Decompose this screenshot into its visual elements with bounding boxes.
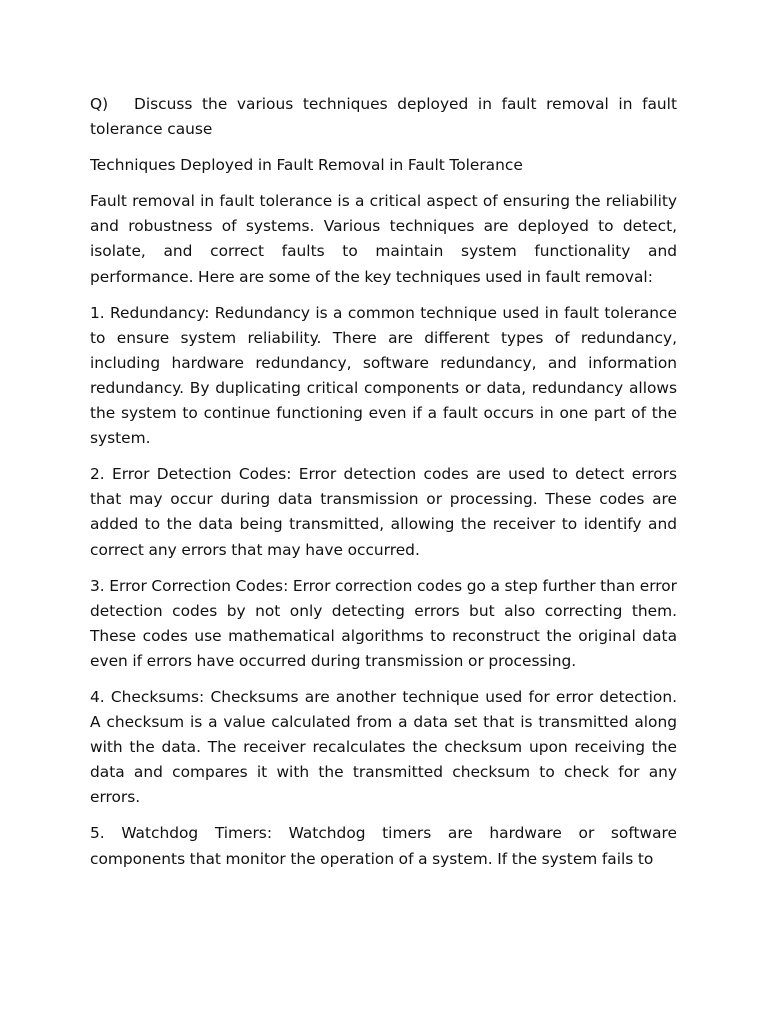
intro-paragraph: Fault removal in fault tolerance is a critical aspect of ensuring the reliability and robustness of systems. Various techniques are deployed to detect, isolate, and correct faults to maintain system functionality and performance. Here are some of the key techniques used in fault removal: (90, 192, 677, 286)
document-page (90, 92, 677, 883)
technique-redundancy: 1. Redundancy: Redundancy is a common technique used in fault tolerance to ensure system reliability. There are different types of redundancy, including hardware redundancy, software redundancy, and information redundancy. By duplicating critical components or data, redundancy allows the system to continue functioning even if a fault occurs in one part of the system. (90, 303, 677, 448)
question-label: Q) (90, 95, 109, 113)
question-text: Discuss the various techniques deployed in fault removal in fault tolerance cause (90, 95, 677, 139)
technique-watchdog-timers: 5. Watchdog Timers: Watchdog timers are hardware or software components that monitor the operation of a system. If the system fails to (90, 824, 677, 868)
technique-checksums: 4. Checksums: Checksums are another technique used for error detection. A checksum is a value calculated from a data set that is transmitted along with the data. The receiver recalculates the checksum upon receiving the data and compares it with the transmitted checksum to check for any errors. (90, 687, 677, 807)
technique-error-detection-codes: 2. Error Detection Codes: Error detection codes are used to detect errors that may occur during data transmission or processing. These codes are added to the data being transmitted, allowing the receiver to identify and correct any errors that may have occurred. (90, 465, 677, 559)
question (90, 92, 677, 142)
document-heading: Techniques Deployed in Fault Removal in Fault Tolerance (90, 156, 523, 175)
technique-error-correction-codes: 3. Error Correction Codes: Error correction codes go a step further than error detection codes by not only detecting errors but also correcting them. These codes use mathematical algorithms to reconstruct the original data even if errors have occurred during transmission or processing. (90, 576, 677, 670)
